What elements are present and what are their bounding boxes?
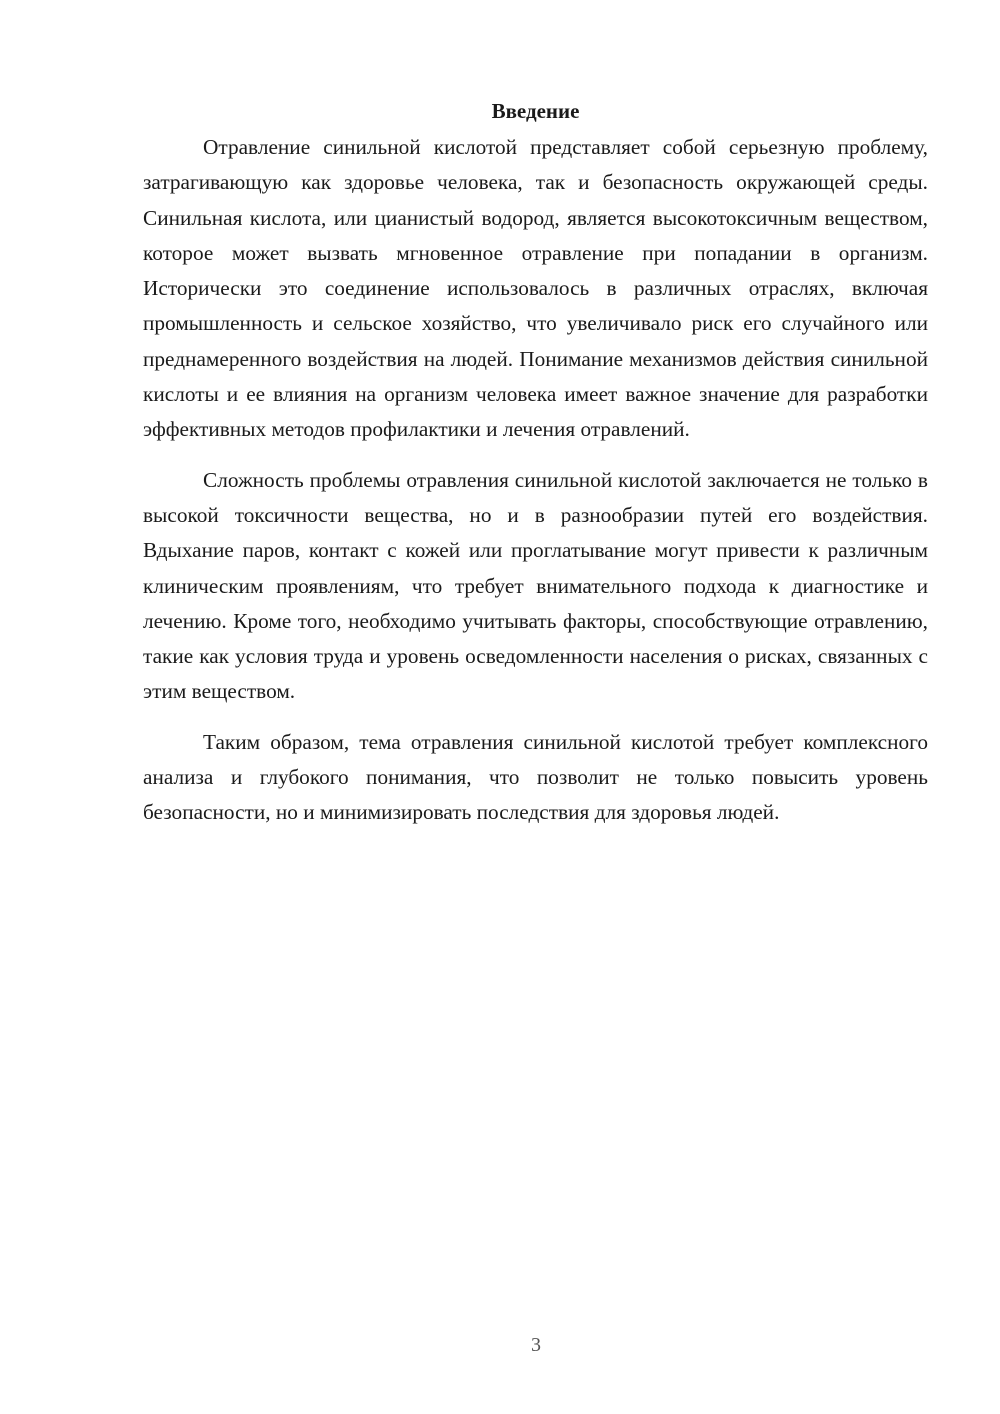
paragraph-2: Сложность проблемы отравления синильной кислотой заключается не только в высокой токсичности вещества, но и в разнообразии путей его воздействия. Вдыхание паров, контакт с кожей или проглатывание могут привести к различным клиническим проявлениям, что требует внимательного подхода к диагностике и лечению. Кроме того, необходимо учитывать факторы, способствующие отравлению, такие как условия труда и уровень осведомленности населения о рисках, связанных с этим веществом. <box>143 467 928 704</box>
page-number: 3 <box>531 1334 541 1356</box>
paragraph-3: Таким образом, тема отравления синильной кислотой требует комплексного анализа и глубокого понимания, что позволит не только повысить уровень безопасности, но и минимизировать последствия для здоровья людей. <box>143 729 928 825</box>
section-heading: Введение <box>491 99 580 123</box>
paragraph-1: Отравление синильной кислотой представляет собой серьезную проблему, затрагивающую как здоровье человека, так и безопасность окружающей среды. Синильная кислота, или цианистый водород, является высокотоксичным веществом, которое может вызвать мгновенное отравление при попадании в организм. Исторически это соединение использовалось в различных отраслях, включая промышленность и сельское хозяйство, что увеличивало риск его случайного или преднамеренного воздействия на людей. Понимание механизмов действия синильной кислоты и ее влияния на организм человека имеет важное значение для разработки эффективных методов профилактики и лечения отравлений. <box>143 135 928 442</box>
page-content <box>143 96 928 846</box>
